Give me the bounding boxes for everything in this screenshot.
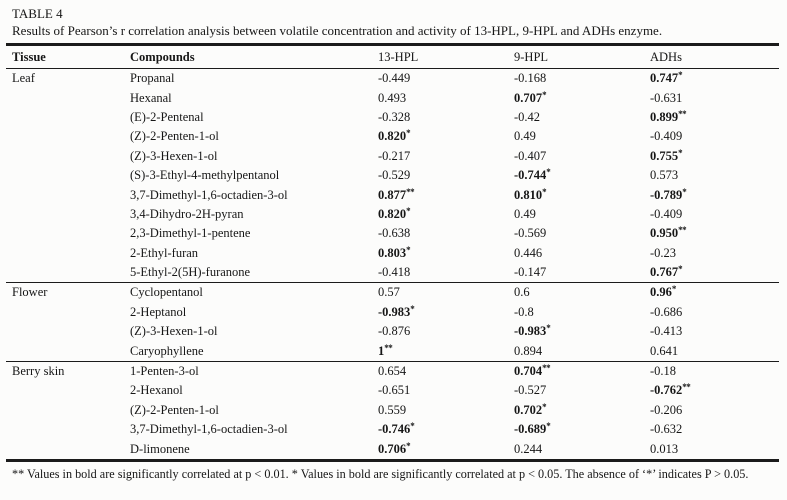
compound-cell: (S)-3-Ethyl-4-methylpentanol: [130, 168, 280, 183]
tissue-cell: [6, 205, 130, 224]
tissue-cell: [6, 381, 130, 400]
value-cell: 0.244: [514, 441, 543, 456]
correlation-table: [6, 43, 779, 462]
value-cell: 0.704**: [514, 361, 650, 381]
table-row: [6, 341, 779, 361]
table-row: [6, 420, 779, 439]
table-row: [6, 166, 779, 185]
table-row: [6, 147, 779, 166]
tissue-cell: [6, 108, 130, 127]
value-cell: -0.876: [378, 324, 411, 339]
value-cell: -0.206: [650, 402, 683, 417]
table-row: [6, 205, 779, 224]
value-cell: -0.18: [650, 361, 779, 381]
table-row: [6, 401, 779, 420]
compound-cell: 2-Ethyl-furan: [130, 245, 199, 260]
compound-cell: (Z)-3-Hexen-1-ol: [130, 148, 218, 163]
value-cell: -0.983*: [378, 303, 415, 319]
compound-cell: (Z)-2-Penten-1-ol: [130, 129, 219, 144]
value-cell: -0.413: [650, 324, 683, 339]
value-cell: 0.493: [378, 90, 407, 105]
table-row: [6, 244, 779, 263]
table-row: [6, 381, 779, 400]
table-row: [6, 322, 779, 341]
value-cell: -0.418: [378, 265, 411, 280]
compound-cell: Caryophyllene: [130, 343, 204, 358]
value-cell: -0.569: [514, 226, 547, 241]
value-cell: -0.983*: [514, 323, 551, 339]
table-row: [6, 303, 779, 322]
compound-cell: Cyclopentanol: [130, 283, 378, 303]
value-cell: 0.559: [378, 402, 407, 417]
compound-cell: 1-Penten-3-ol: [130, 361, 378, 381]
compound-cell: 2,3-Dimethyl-1-pentene: [130, 226, 251, 241]
tissue-cell: [6, 420, 130, 439]
compound-cell: (Z)-2-Penten-1-ol: [130, 402, 219, 417]
tissue-cell: [6, 263, 130, 283]
value-cell: 0.6: [514, 283, 650, 303]
tissue-cell: [6, 147, 130, 166]
tissue-cell: [6, 244, 130, 263]
compound-cell: (E)-2-Pentenal: [130, 109, 204, 124]
value-cell: 0.573: [650, 168, 679, 183]
footnote: ** Values in bold are significantly correlated at p < 0.01. * Values in bold are significantly correlated at p < 0.05. The absence of ‘*’ indicates P > 0.05.: [12, 466, 749, 481]
tissue-cell: [6, 224, 130, 243]
table-body: [6, 69, 779, 461]
compound-cell: 5-Ethyl-2(5H)-furanone: [130, 265, 251, 280]
compound-cell: 2-Hexanol: [130, 383, 183, 398]
value-cell: 1**: [378, 342, 393, 358]
tissue-cell: [6, 166, 130, 185]
value-cell: -0.789*: [650, 186, 687, 202]
table-label: TABLE 4: [12, 6, 63, 21]
value-cell: 0.49: [514, 129, 536, 144]
col-header-adhs: ADHs: [650, 45, 779, 69]
value-cell: -0.529: [378, 168, 411, 183]
value-cell: 0.894: [514, 343, 543, 358]
value-cell: -0.631: [650, 90, 683, 105]
compound-cell: 3,7-Dimethyl-1,6-octadien-3-ol: [130, 187, 288, 202]
value-cell: 0.641: [650, 343, 679, 358]
value-cell: -0.217: [378, 148, 411, 163]
tissue-cell: [6, 401, 130, 420]
value-cell: 0.446: [514, 245, 543, 260]
table-row: [6, 69, 779, 89]
compound-cell: D-limonene: [130, 441, 190, 456]
tissue-cell: Leaf: [12, 71, 35, 86]
value-cell: 0.755*: [650, 147, 683, 163]
compound-cell: 3,7-Dimethyl-1,6-octadien-3-ol: [130, 422, 288, 437]
table-row: [6, 224, 779, 243]
table-row: [6, 263, 779, 283]
value-cell: -0.168: [514, 71, 547, 86]
table-row: [6, 127, 779, 146]
value-cell: -0.409: [650, 129, 683, 144]
tissue-cell: Flower: [6, 283, 130, 303]
col-header-tissue: Tissue: [6, 45, 130, 69]
value-cell: -0.746*: [378, 421, 415, 437]
value-cell: 0.899**: [650, 108, 687, 124]
compound-cell: 3,4-Dihydro-2H-pyran: [130, 206, 244, 221]
value-cell: -0.632: [650, 422, 683, 437]
value-cell: 0.57: [378, 283, 514, 303]
value-cell: -0.638: [378, 226, 411, 241]
value-cell: 0.803*: [378, 244, 411, 260]
value-cell: 0.820*: [378, 128, 411, 144]
compound-cell: (Z)-3-Hexen-1-ol: [130, 324, 218, 339]
value-cell: -0.527: [514, 383, 547, 398]
value-cell: -0.409: [650, 206, 683, 221]
value-cell: 0.820*: [378, 205, 411, 221]
value-cell: -0.762**: [650, 382, 691, 398]
value-cell: -0.686: [650, 304, 683, 319]
table-row: [6, 439, 779, 460]
col-header-compounds: Compounds: [130, 45, 378, 69]
table-row: [6, 283, 779, 303]
table-row: [6, 185, 779, 204]
value-cell: -0.689*: [514, 421, 551, 437]
value-cell: 0.654: [378, 361, 514, 381]
tissue-cell: [6, 439, 130, 460]
header-row: [6, 45, 779, 69]
value-cell: -0.651: [378, 383, 411, 398]
value-cell: -0.449: [378, 71, 411, 86]
value-cell: -0.42: [514, 109, 541, 124]
value-cell: -0.328: [378, 109, 411, 124]
compound-cell: Propanal: [130, 71, 175, 86]
tissue-cell: Berry skin: [6, 361, 130, 381]
value-cell: -0.8: [514, 304, 534, 319]
table-row: [6, 88, 779, 107]
value-cell: 0.706*: [378, 440, 411, 456]
table-row: [6, 361, 779, 381]
value-cell: 0.877**: [378, 186, 415, 202]
tissue-cell: [6, 303, 130, 322]
tissue-cell: [6, 185, 130, 204]
value-cell: -0.407: [514, 148, 547, 163]
value-cell: 0.013: [650, 441, 679, 456]
col-header-9hpl: 9-HPL: [514, 45, 650, 69]
value-cell: 0.747*: [650, 70, 683, 86]
value-cell: -0.23: [650, 245, 677, 260]
tissue-cell: [6, 341, 130, 361]
value-cell: 0.702*: [514, 401, 547, 417]
value-cell: 0.810*: [514, 186, 547, 202]
compound-cell: 2-Heptanol: [130, 304, 187, 319]
tissue-cell: [6, 322, 130, 341]
value-cell: 0.49: [514, 206, 536, 221]
tissue-cell: [6, 88, 130, 107]
value-cell: 0.950**: [650, 225, 687, 241]
value-cell: 0.707*: [514, 89, 547, 105]
value-cell: -0.147: [514, 265, 547, 280]
compound-cell: Hexanal: [130, 90, 172, 105]
value-cell: -0.744*: [514, 167, 551, 183]
tissue-cell: [6, 127, 130, 146]
value-cell: 0.767*: [650, 264, 683, 280]
table-row: [6, 108, 779, 127]
value-cell: 0.96*: [650, 283, 779, 303]
col-header-13hpl: 13-HPL: [378, 45, 514, 69]
table-caption: Results of Pearson’s r correlation analysis between volatile concentration and activity of 13-HPL, 9-HPL and ADHs enzyme.: [12, 23, 663, 38]
